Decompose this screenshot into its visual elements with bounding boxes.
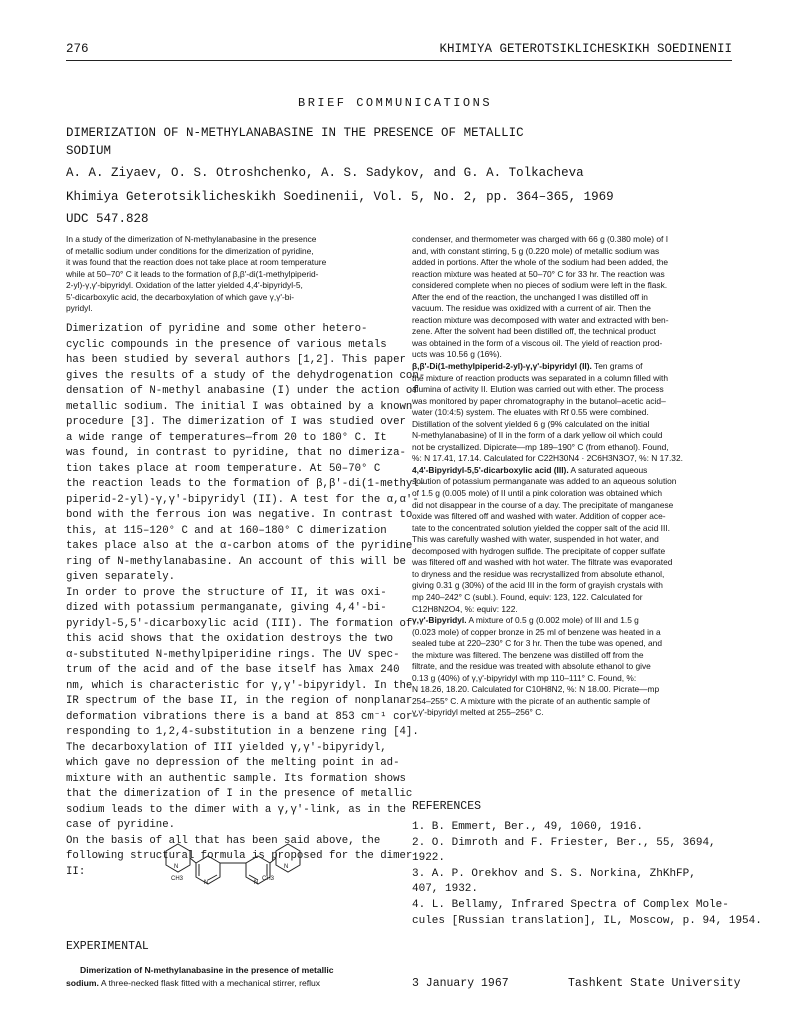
body-line: the reaction leads to the formation of β,β'-di(1-methyl- — [66, 478, 426, 490]
body-line: responding to 1,2,4-substitution in a benzene ring [4]. — [66, 726, 419, 738]
abstract-line: it was found that the reaction does not take place at room temperature — [66, 257, 327, 268]
body-line: was found, in contrast to pyridine, that no dimeriza- — [66, 447, 406, 459]
footer-affiliation: Tashkent State University — [568, 977, 741, 990]
right-column-line: N 18.26, 18.20. Calculated for C10H8N2, %: N 18.00. Picrate—mp — [412, 684, 660, 695]
body-line: a wide range of temperatures—from 20 to 180° C. It — [66, 431, 387, 444]
right-column-line: condenser, and thermometer was charged with 66 g (0.380 mole) of I — [412, 234, 669, 244]
body-line: gives the results of a study of the dehydrogenation con- — [66, 369, 426, 382]
reference-item: 4. L. Bellamy, Infrared Spectra of Complex Mole- — [412, 898, 729, 911]
line-segment: A saturated aqueous — [568, 464, 648, 475]
right-column-line: considered complete when no pieces of sodium were left in the flask. — [412, 280, 668, 291]
body-line: trum of the acid and of the base itself has λmax 240 — [66, 664, 400, 676]
body-line: The decarboxylation of III yielded γ,γ'-bipyridyl, — [66, 741, 387, 754]
right-column-line: Distillation of the solvent yielded 6 g (9% calculated on the initial — [412, 418, 650, 429]
subsection-heading: β,β'-Di(1-methylpiperid-2-yl)-γ,γ'-bipyridyl (II). — [412, 361, 592, 372]
right-column-line: mp 240–242° C (subl.). Found, equiv: 123, 122. Calculated for — [412, 591, 643, 602]
right-column-line: This was carefully washed with water, suspended in hot water, and — [412, 534, 659, 545]
body-line: nm, which is characteristic for γ,γ'-bipyridyl. In the — [66, 679, 413, 692]
body-line: ring of N-methylanabasine. An account of this will be — [66, 555, 406, 568]
body-line: pyridyl-5,5'-dicarboxylic acid (III). The formation of — [66, 617, 413, 630]
abstract-line: 2-yl)-γ,γ'-bipyridyl. Oxidation of the latter yielded 4,4'-bipyridyl-5, — [66, 280, 303, 291]
right-column-line: giving 0.31 g (30%) of the acid III in the form of grayish crystals with — [412, 580, 663, 591]
body-line: this, at 115–120° C and at 160–180° C dimerization — [66, 524, 387, 537]
right-column-line: was filtered off and washed with hot water. The filtrate was evaporated — [412, 557, 673, 568]
experimental-lead-text: A three-necked flask fitted with a mechanical stirrer, reflux — [98, 978, 321, 988]
reference-list — [412, 820, 762, 929]
reference-item: 1. B. Emmert, Ber., 49, 1060, 1916. — [412, 821, 644, 833]
section-title: BRIEF COMMUNICATIONS — [298, 96, 493, 110]
body-line: piperid-2-yl)-γ,γ'-bipyridyl (II). A test for the α,α'- — [66, 493, 419, 506]
right-column-line: vacuum. The residue was oxidized with a current of air. Then the — [412, 303, 651, 314]
reference-item: 2. O. Dimroth and F. Friester, Ber., 55, 3694, — [412, 836, 716, 849]
header-rule — [66, 60, 732, 61]
experimental-lead-bold: sodium. — [66, 978, 99, 988]
body-line: that the dimerization of I in the presence of metallic — [66, 788, 413, 800]
right-column-line: C12H8N2O4, %: equiv: 122. — [412, 603, 518, 614]
reference-item: 3. A. P. Orekhov and S. S. Norkina, ZhKhFP, — [412, 867, 696, 880]
right-column-line — [412, 465, 683, 477]
body-line: densation of N-methyl anabasine (I) under the action of — [66, 385, 419, 397]
right-column-line: the mixture was filtered. The benzene was distilled off from the — [412, 649, 644, 660]
body-line: metallic sodium. The initial I was obtained by a known — [66, 400, 413, 413]
subsection-heading: 4,4'-Bipyridyl-5,5'-dicarboxylic acid (III). — [412, 464, 569, 475]
article-citation: Khimiya Geterotsiklicheskikh Soedinenii, Vol. 5, No. 2, pp. 364–365, 1969 — [66, 190, 614, 204]
abstract-line: while at 50–70° C it leads to the formation of β,β'-di(1-methylpiperid- — [66, 268, 319, 279]
abstract-line: of metallic sodium under conditions for the dimerization of pyridine, — [66, 245, 314, 256]
abstract — [66, 234, 326, 315]
right-column-line: ucts was 10.56 g (16%). — [412, 349, 502, 360]
page-number: 276 — [66, 42, 89, 56]
body-line: which gave no depression of the melting point in ad- — [66, 757, 400, 769]
body-line: dized with potassium permanganate, giving 4,4'-bi- — [66, 602, 387, 614]
body-line: α-substituted N-methylpiperidine rings. The UV spec- — [66, 648, 400, 661]
n-atom-label-1: N — [174, 864, 179, 870]
right-column-line: reaction mixture was decomposed with water and extracted with ben- — [412, 314, 669, 325]
body-line: bond with the ferrous ion was negative. In contrast to — [66, 509, 413, 521]
right-column-line — [412, 615, 683, 627]
right-column-line: water (10:4:5) system. The eluates with Rf 0.55 were combined. — [412, 407, 649, 418]
body-line: tion takes place at room temperature. At 50–70° C — [66, 462, 381, 475]
right-column-line — [412, 361, 683, 373]
reference-item: 1922. — [412, 852, 446, 865]
body-line: deformation vibrations there is a band at 853 cm⁻¹ cor- — [66, 710, 419, 723]
body-line: has been studied by several authors [1,2]. This paper — [66, 354, 406, 366]
right-column-line: decomposed with hydrogen sulfide. The precipitate of copper sulfate — [412, 545, 666, 556]
body-line: case of pyridine. — [66, 819, 176, 831]
experimental-lead — [66, 978, 320, 988]
article-authors: A. A. Ziyaev, O. S. Otroshchenko, A. S. Sadykov, and G. A. Tolkacheva — [66, 166, 584, 180]
right-column-line: to dryness and the residue was recrystallized from absolute ethanol, — [412, 568, 665, 579]
right-column-line: oxide was filtered off and washed with water. Addition of copper ace- — [412, 511, 666, 522]
n-methyl-right-label: CH3 — [262, 876, 275, 882]
body-text — [66, 322, 425, 880]
body-line: mixture with an authentic sample. Its formation shows — [66, 772, 406, 785]
right-column-line: reaction mixture was heated at 50–70° C for 33 hr. The reaction was — [412, 268, 665, 279]
body-line: sodium leads to the dimer with a γ,γ'-link, as in the — [66, 803, 406, 816]
body-line: Dimerization of pyridine and some other hetero- — [66, 323, 368, 335]
body-line: takes place also at the α-carbon atoms of the pyridine — [66, 540, 413, 552]
n-atom-label-3: N — [254, 880, 259, 886]
abstract-line: 5'-dicarboxylic acid, the decarboxylation of which gave γ,γ'-bi- — [66, 291, 295, 302]
right-column-line: the mixture of reaction products was separated in a column filled with — [412, 372, 669, 383]
experimental-subheading: Dimerization of N-methylanabasine in the presence of metallic — [80, 965, 334, 975]
body-line: given separately. — [66, 571, 176, 583]
n-methyl-left-label: CH3 — [171, 876, 184, 882]
body-line: In order to prove the structure of II, it was oxi- — [66, 586, 387, 599]
right-column-text — [412, 234, 683, 719]
line-segment: Ten grams of — [591, 361, 643, 372]
right-column-line: of 1.5 g (0.005 mole) of II until a pink coloration was obtained which — [412, 488, 662, 499]
udc-code: UDC 547.828 — [66, 212, 149, 226]
journal-header: KHIMIYA GETEROTSIKLICHESKIKH SOEDINENII — [439, 42, 732, 56]
body-line: cyclic compounds in the presence of various metals — [66, 338, 387, 351]
right-column-line: (0.023 mole) of copper bronze in 25 ml of benzene was heated in a — [412, 626, 661, 637]
right-column-line: sealed tube at 220–230° C for 3 hr. Then the tube was opened, and — [412, 638, 662, 649]
right-column-line: was obtained in the form of a viscous oil. The yield of reaction prod- — [412, 337, 663, 348]
right-column-line: N-methylanabasine) of II in the form of a dark yellow oil which could — [412, 430, 663, 441]
abstract-line: In a study of the dimerization of N-methylanabasine in the presence — [66, 234, 317, 244]
line-segment: A mixture of 0.5 g (0.002 mole) of III and 1.5 g — [466, 615, 639, 626]
right-column-line: and, with constant stirring, 5 g (0.220 mole) of metallic sodium was — [412, 245, 660, 256]
right-column-line: alumina of activity II. Elution was carried out with ether. The process — [412, 384, 664, 395]
body-line: II: — [66, 865, 86, 878]
right-column-line: 254–255° C. A mixture with the picrate of an authentic sample of — [412, 695, 650, 706]
body-line: IR spectrum of the base II, in the region of nonplanar — [66, 695, 413, 707]
n-atom-label-4: N — [284, 864, 289, 870]
right-column-line: was monitored by paper chromatography in the butanol–acetic acid– — [412, 395, 666, 406]
right-column-line: did not disappear in the course of a day. The precipitate of manganese — [412, 499, 674, 510]
experimental-heading: EXPERIMENTAL — [66, 940, 149, 953]
right-column-line: 0.13 g (40%) of γ,γ'-bipyridyl with mp 110–111° C. Found, %: — [412, 672, 637, 683]
right-column-line: tate to the concentrated solution yielded the copper salt of the acid III. — [412, 522, 670, 533]
reference-item: cules [Russian translation], IL, Moscow, p. 94, 1954. — [412, 914, 762, 927]
right-column-line: filtrate, and the residue was treated with absolute ethanol to give — [412, 661, 651, 672]
subsection-heading: γ,γ'-Bipyridyl. — [412, 615, 467, 626]
abstract-line: pyridyl. — [66, 303, 93, 314]
right-column-line: added in portions. After the whole of the sodium had been added, the — [412, 257, 669, 268]
body-line: following structural formula is proposed for the dimer — [66, 850, 413, 862]
n-atom-label-2: N — [204, 880, 209, 886]
right-column-line: zene. After the solvent had been distilled off, the technical product — [412, 326, 656, 337]
right-column-line: After the end of the reaction, the unchanged I was distilled off in — [412, 291, 648, 302]
right-column-line: γ,γ'-bipyridyl melted at 255–256° C. — [412, 707, 544, 718]
right-column-line: solution of potassium permanganate was added to an aqueous solution — [412, 476, 677, 487]
reference-item: 407, 1932. — [412, 883, 479, 896]
footer-date: 3 January 1967 — [412, 977, 509, 990]
right-column-line: %: N 17.41, 17.14. Calculated for C22H30N4 · 2C6H3N3O7, %: N 17.32. — [412, 453, 683, 464]
body-line: this acid shows that the oxidation destroys the two — [66, 633, 394, 645]
body-line: On the basis of all that has been said above, the — [66, 834, 381, 847]
right-column-line: not be crystallized. Dipicrate—mp 189–190° C (from ethanol). Found, — [412, 441, 669, 452]
body-line: procedure [3]. The dimerization of I was studied over — [66, 416, 406, 428]
references-heading: REFERENCES — [412, 800, 482, 813]
article-title: DIMERIZATION OF N-METHYLANABASINE IN THE PRESENCE OF METALLIC SODIUM — [66, 126, 524, 158]
